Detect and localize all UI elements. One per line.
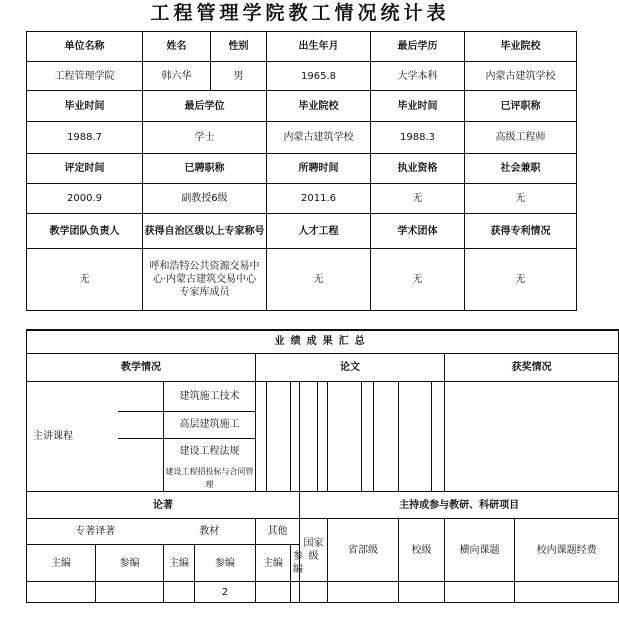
value-grad-time: 1988.7 xyxy=(27,122,143,154)
header-social: 社会兼职 xyxy=(465,154,577,184)
papers-blank xyxy=(362,381,374,411)
header-unit: 单位名称 xyxy=(27,32,143,62)
header-awards: 获奖情况 xyxy=(445,353,619,381)
value-school: 内蒙古建筑学校 xyxy=(465,62,577,91)
papers-blank xyxy=(291,438,300,465)
papers-blank xyxy=(256,381,267,411)
papers-blank xyxy=(318,381,328,411)
cell-other-chief xyxy=(256,582,291,603)
papers-blank xyxy=(328,411,362,438)
header-practice: 执业资格 xyxy=(371,154,465,184)
papers-blank xyxy=(256,438,267,465)
header-teaching: 教学情况 xyxy=(27,353,256,381)
papers-blank xyxy=(318,438,328,465)
papers-blank xyxy=(432,411,445,438)
papers-blank xyxy=(300,438,318,465)
header-gender: 性别 xyxy=(211,32,267,62)
header-appoint-time: 所聘时间 xyxy=(267,154,371,184)
papers-blank xyxy=(300,411,318,438)
papers-blank xyxy=(267,381,291,411)
course-item: 建设工程招投标与合同管理 xyxy=(164,465,256,492)
header-monograph-chief: 主编 xyxy=(27,545,96,582)
papers-blank xyxy=(291,411,300,438)
value-talent: 无 xyxy=(267,249,371,311)
papers-blank xyxy=(328,381,362,411)
papers-blank xyxy=(399,381,432,411)
papers-blank xyxy=(291,465,300,492)
course-spacer xyxy=(118,411,164,438)
header-provincial: 省部级 xyxy=(328,519,399,582)
cell-monograph-chief xyxy=(27,582,96,603)
header-education: 最后学历 xyxy=(371,32,465,62)
papers-blank xyxy=(374,465,399,492)
papers-blank xyxy=(256,465,267,492)
value-gender: 男 xyxy=(211,62,267,91)
header-textbook: 教材 xyxy=(164,519,256,545)
value-title-held: 高级工程师 xyxy=(465,122,577,154)
papers-blank xyxy=(399,438,432,465)
papers-blank xyxy=(267,411,291,438)
papers-blank xyxy=(362,438,374,465)
papers-blank xyxy=(362,465,374,492)
papers-blank xyxy=(267,438,291,465)
header-other-chief: 主编 xyxy=(256,545,291,582)
header-papers: 论文 xyxy=(256,353,445,381)
papers-blank xyxy=(362,411,374,438)
achievements-heading: 业绩成果汇总 xyxy=(27,330,619,353)
papers-blank xyxy=(318,411,328,438)
course-spacer xyxy=(118,381,164,411)
header-monograph: 专著译著 xyxy=(27,519,164,545)
course-item: 高层建筑施工 xyxy=(164,411,256,438)
papers-blank xyxy=(328,438,362,465)
header-school: 毕业院校 xyxy=(465,32,577,62)
page-title: 工程管理学院教工情况统计表 xyxy=(150,2,450,24)
cell-other-contrib xyxy=(291,582,300,603)
value-unit: 工程管理学院 xyxy=(27,62,143,91)
header-expert: 获得自治区级以上专家称号 xyxy=(143,214,267,249)
value-degree: 学士 xyxy=(143,122,267,154)
cell-national xyxy=(300,582,328,603)
header-academic-group: 学术团体 xyxy=(371,214,465,249)
value-team-lead: 无 xyxy=(27,249,143,311)
header-appointed: 已聘职称 xyxy=(143,154,267,184)
value-social: 无 xyxy=(465,184,577,214)
papers-blank xyxy=(399,465,432,492)
header-grad-time: 毕业时间 xyxy=(27,91,143,122)
value-grad-time-2: 1988.3 xyxy=(371,122,465,154)
cell-provincial xyxy=(328,582,399,603)
value-eval-time: 2000.9 xyxy=(27,184,143,214)
header-team-lead: 教学团队负责人 xyxy=(27,214,143,249)
value-grad-school: 内蒙古建筑学校 xyxy=(267,122,371,154)
header-birth: 出生年月 xyxy=(267,32,371,62)
header-other-contrib: 参编 xyxy=(291,545,300,582)
header-projects: 主持或参与教研、科研项目 xyxy=(300,492,619,519)
cell-commissioned xyxy=(515,582,619,603)
course-spacer xyxy=(118,438,164,465)
value-patent: 无 xyxy=(465,249,577,311)
header-grad-school: 毕业院校 xyxy=(267,91,371,122)
awards-blank xyxy=(445,381,619,492)
papers-blank xyxy=(374,438,399,465)
header-textbook-contrib: 参编 xyxy=(195,545,256,582)
value-appoint-time: 2011.6 xyxy=(267,184,371,214)
papers-blank xyxy=(256,411,267,438)
papers-blank xyxy=(300,381,318,411)
papers-blank xyxy=(399,411,432,438)
header-works: 论著 xyxy=(27,492,300,519)
header-patent: 获得专利情况 xyxy=(465,214,577,249)
header-commissioned: 校内课题经费 xyxy=(515,519,619,582)
papers-blank xyxy=(374,411,399,438)
papers-blank xyxy=(328,465,362,492)
header-degree: 最后学位 xyxy=(143,91,267,122)
main-courses-label: 主讲课程 xyxy=(27,381,118,492)
papers-blank xyxy=(267,465,291,492)
header-textbook-chief: 主编 xyxy=(164,545,195,582)
header-national: 国家级 xyxy=(300,519,328,582)
course-item: 建筑施工技术 xyxy=(164,381,256,411)
papers-blank xyxy=(300,465,318,492)
header-school-level: 校级 xyxy=(399,519,445,582)
header-name: 姓名 xyxy=(143,32,211,62)
value-appointed: 副教授6级 xyxy=(143,184,267,214)
header-grad-time-2: 毕业时间 xyxy=(371,91,465,122)
basic-info-table xyxy=(26,31,577,311)
course-item: 建设工程法规 xyxy=(164,438,256,465)
value-academic-group: 无 xyxy=(371,249,465,311)
achievements-table xyxy=(26,329,619,603)
value-expert: 呼和浩特公共资源交易中心·内蒙古建筑交易中心专家库成员 xyxy=(143,249,267,311)
value-practice: 无 xyxy=(371,184,465,214)
papers-blank xyxy=(291,381,300,411)
value-name: 韩六华 xyxy=(143,62,211,91)
cell-textbook-chief xyxy=(164,582,195,603)
cell-school-level xyxy=(399,582,445,603)
header-eval-time: 评定时间 xyxy=(27,154,143,184)
header-title-held: 已评职称 xyxy=(465,91,577,122)
papers-blank xyxy=(432,438,445,465)
cell-horizontal xyxy=(445,582,515,603)
papers-blank xyxy=(432,465,445,492)
value-education: 大学本科 xyxy=(371,62,465,91)
value-birth: 1965.8 xyxy=(267,62,371,91)
cell-textbook-contrib: 2 xyxy=(195,582,256,603)
header-horizontal: 横向课题 xyxy=(445,519,515,582)
cell-monograph-contrib xyxy=(96,582,164,603)
course-spacer xyxy=(118,465,164,492)
header-other: 其他 xyxy=(256,519,300,545)
header-monograph-contrib: 参编 xyxy=(96,545,164,582)
papers-blank xyxy=(374,381,399,411)
papers-blank xyxy=(318,465,328,492)
papers-blank xyxy=(432,381,445,411)
header-talent: 人才工程 xyxy=(267,214,371,249)
